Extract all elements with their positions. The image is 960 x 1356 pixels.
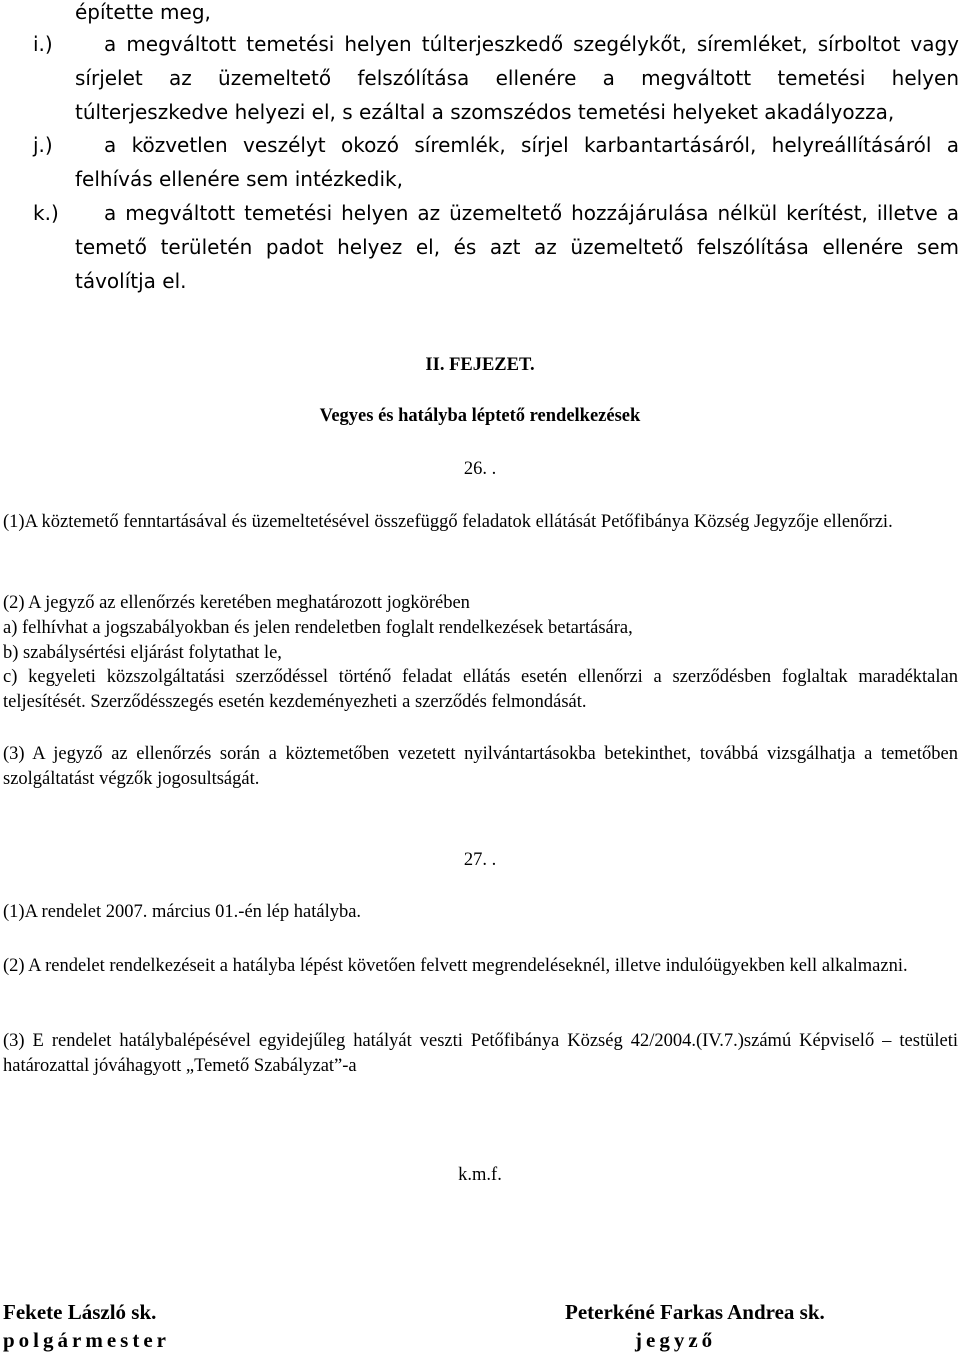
- section-26-paragraph-1: (1)A köztemető fenntartásával és üzemeltetésével összefüggő feladatok ellátását Petőfibánya Község Jegyzője ellenőrzi.: [3, 512, 893, 532]
- signature-right-name: Peterkéné Farkas Andrea sk.: [565, 1300, 825, 1324]
- section-27-paragraph-2: (2) A rendelet rendelkezéseit a hatályba lépést követően felvett megrendeléseknél, illetve indulóügyekben kell alkalmazni.: [3, 956, 908, 976]
- section-26-paragraph-2-c: c) kegyeleti közszolgáltatási szerződéssel történő feladat ellátás esetén ellenőrzi a szerződésben foglaltak maradéktalan teljesítését. Szerződésszegés esetén kezdeményezheti a szerződés felmondását.: [3, 667, 958, 712]
- closing-kmf: k.m.f.: [458, 1165, 502, 1185]
- list-item-text: a közvetlen veszélyt okozó síremlék, sírjel karbantartásáról, helyreállításáról a felhívás ellenére sem intézkedik,: [75, 133, 959, 191]
- section-26-paragraph-3: (3) A jegyző az ellenőrzés során a köztemetőben vezetett nyilvántartásokba betekinthet, továbbá vizsgálhatja a temetőben szolgáltatást végzők jogosultságát.: [3, 744, 958, 789]
- section-26-paragraph-2-a: a) felhívhat a jogszabályokban és jelen rendeletben foglalt rendelkezések betartására,: [3, 618, 633, 638]
- list-carry-over: építette meg,: [75, 0, 211, 24]
- list-marker: k.): [33, 201, 59, 225]
- list-item-j: [0, 128, 960, 196]
- chapter-number: II. FEJEZET.: [425, 355, 535, 375]
- section-27-paragraph-1: (1)A rendelet 2007. március 01.-én lép hatályba.: [3, 902, 362, 922]
- section-27-paragraph-3: (3) E rendelet hatálybalépésével egyidejűleg hatályát veszti Petőfibánya Község 42/2004.(IV.7.)számú Képviselő – testületi határozattal jóváhagyott „Temető Szabályzat”-a: [3, 1031, 958, 1076]
- signature-right-title: jegyző: [635, 1328, 717, 1352]
- signature-left-title: polgármester: [3, 1328, 170, 1352]
- list-item-text: a megváltott temetési helyen az üzemeltető hozzájárulása nélkül kerítést, illetve a temető területén padot helyez el, és azt az üzemeltető felszólítása ellenére sem távolítja el.: [75, 201, 959, 293]
- list-item-k: [0, 196, 960, 298]
- list-item-i: [0, 27, 960, 129]
- list-marker: i.): [33, 32, 53, 56]
- signature-left-name: Fekete László sk.: [3, 1300, 157, 1324]
- list-item-text: a megváltott temetési helyen túlterjeszkedő szegélykőt, síremléket, sírboltot vagy sírjelet az üzemeltető felszólítása ellenére a megváltott temetési helyen túlterjeszkedve helyezi el, s ezáltal a szomszédos temetési helyeket akadályozza,: [75, 32, 959, 124]
- list-marker: j.): [33, 133, 53, 157]
- section-26-paragraph-2-b: b) szabálysértési eljárást folytathat le,: [3, 643, 282, 663]
- section-27-heading: 27. .: [463, 850, 497, 870]
- section-26-heading: 26. .: [463, 459, 497, 479]
- chapter-title: Vegyes és hatályba léptető rendelkezések: [319, 406, 641, 426]
- section-26-paragraph-2-intro: (2) A jegyző az ellenőrzés keretében meghatározott jogkörében: [3, 593, 470, 613]
